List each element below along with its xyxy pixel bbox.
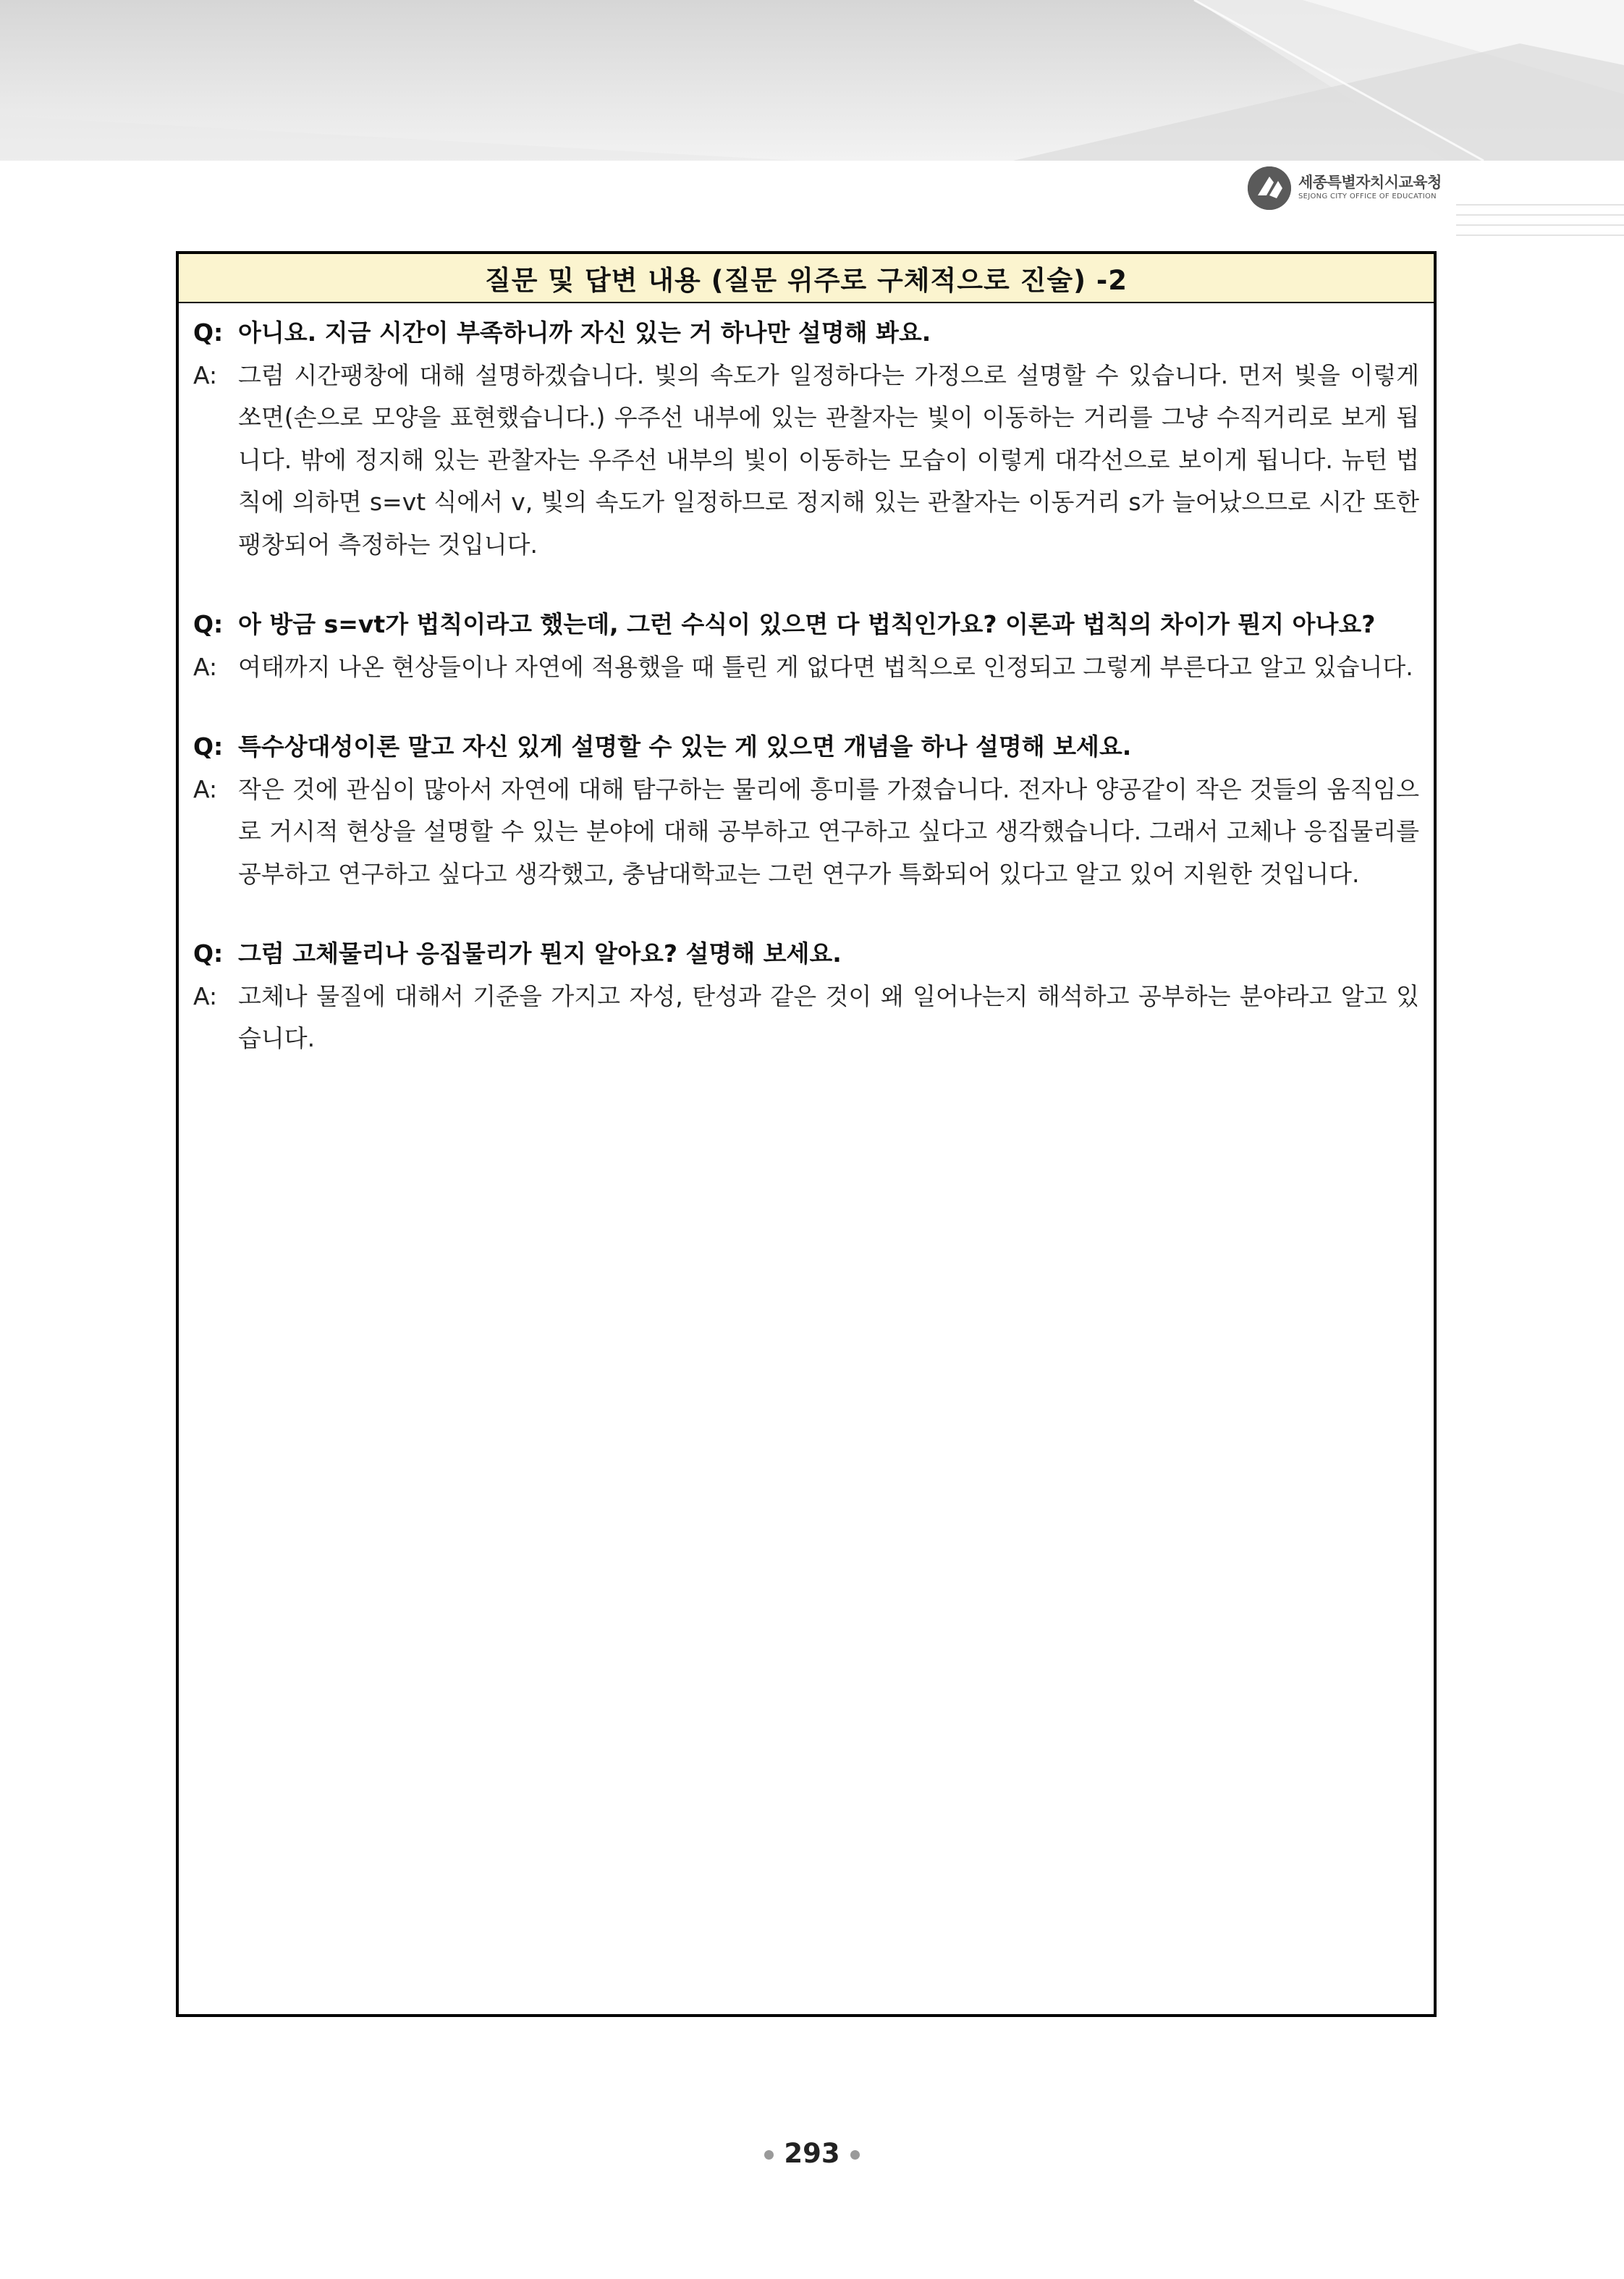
answer-prefix: A: bbox=[193, 652, 218, 681]
logo-name: 세종특별자치시교육청 bbox=[1298, 174, 1442, 191]
qa-item bbox=[193, 933, 1419, 1060]
answer-text: 고체나 물질에 대해서 기준을 가지고 자성, 탄성과 같은 것이 왜 일어나는지 해석하고 공부하는 분야라고 알고 있습니다. bbox=[238, 981, 1419, 1052]
answer bbox=[193, 355, 1419, 567]
question-prefix: Q: bbox=[193, 732, 224, 761]
qa-item bbox=[193, 312, 1419, 566]
qa-item bbox=[193, 604, 1419, 688]
question bbox=[193, 312, 1419, 355]
sejong-emblem-icon bbox=[1248, 166, 1291, 210]
question-text: 아니요. 지금 시간이 부족하니까 자신 있는 거 하나만 설명해 봐요. bbox=[238, 318, 931, 347]
logo-subtitle: SEJONG CITY OFFICE OF EDUCATION bbox=[1298, 193, 1437, 200]
question-text: 그럼 고체물리나 응집물리가 뭔지 알아요? 설명해 보세요. bbox=[238, 939, 842, 968]
question-prefix: Q: bbox=[193, 610, 224, 638]
qa-box bbox=[176, 251, 1437, 2017]
header-decoration bbox=[0, 0, 1624, 161]
qa-content bbox=[179, 303, 1434, 1060]
qa-item bbox=[193, 726, 1419, 895]
answer-prefix: A: bbox=[193, 774, 218, 803]
sejong-education-logo bbox=[1248, 165, 1465, 213]
header-rule-lines bbox=[1456, 204, 1624, 248]
question bbox=[193, 726, 1419, 769]
header-band bbox=[0, 0, 1624, 161]
page-number bbox=[0, 2138, 1624, 2169]
page-dot-left bbox=[764, 2150, 774, 2160]
question-text: 특수상대성이론 말고 자신 있게 설명할 수 있는 게 있으면 개념을 하나 설명해 보세요. bbox=[238, 732, 1132, 761]
question bbox=[193, 933, 1419, 976]
page-number-text: 293 bbox=[784, 2138, 840, 2169]
question bbox=[193, 604, 1419, 646]
answer bbox=[193, 769, 1419, 896]
answer-text: 여태까지 나온 현상들이나 자연에 적용했을 때 틀린 게 없다면 법칙으로 인정되고 그렇게 부른다고 알고 있습니다. bbox=[238, 652, 1413, 681]
page-dot-right bbox=[850, 2150, 860, 2160]
question-text: 아 방금 s=vt가 법칙이라고 했는데, 그런 수식이 있으면 다 법칙인가요? 이론과 법칙의 차이가 뭔지 아나요? bbox=[238, 610, 1376, 638]
answer-text: 그럼 시간팽창에 대해 설명하겠습니다. 빛의 속도가 일정하다는 가정으로 설명할 수 있습니다. 먼저 빛을 이렇게 쏘면(손으로 모양을 표현했습니다.) 우주선 내부에 있는 관찰자는 빛이 이동하는 거리를 그냥 수직거리로 보게 됩니다. 밖에 정지해 있는 관찰자는 우주선 내부의 빛이 이동하는 모습이 이렇게 대각선으로 보이게 됩니다. 뉴턴 법칙에 의하면 s=vt 식에서 v, 빛의 속도가 일정하므로 정지해 있는 관찰자는 이동거리 s가 늘어났으므로 시간 또한 팽창되어 측정하는 것입니다. bbox=[238, 360, 1419, 559]
answer-prefix: A: bbox=[193, 981, 218, 1010]
answer bbox=[193, 646, 1419, 689]
answer-prefix: A: bbox=[193, 360, 218, 389]
box-title: 질문 및 답변 내용 (질문 위주로 구체적으로 진술) -2 bbox=[179, 254, 1434, 303]
answer-text: 작은 것에 관심이 많아서 자연에 대해 탐구하는 물리에 흥미를 가졌습니다. 전자나 양공같이 작은 것들의 움직임으로 거시적 현상을 설명할 수 있는 분야에 대해 공부하고 연구하고 싶다고 생각했습니다. 그래서 고체나 응집물리를 공부하고 연구하고 싶다고 생각했고, 충남대학교는 그런 연구가 특화되어 있다고 알고 있어 지원한 것입니다. bbox=[238, 774, 1419, 888]
question-prefix: Q: bbox=[193, 939, 224, 968]
answer bbox=[193, 976, 1419, 1060]
question-prefix: Q: bbox=[193, 318, 224, 347]
